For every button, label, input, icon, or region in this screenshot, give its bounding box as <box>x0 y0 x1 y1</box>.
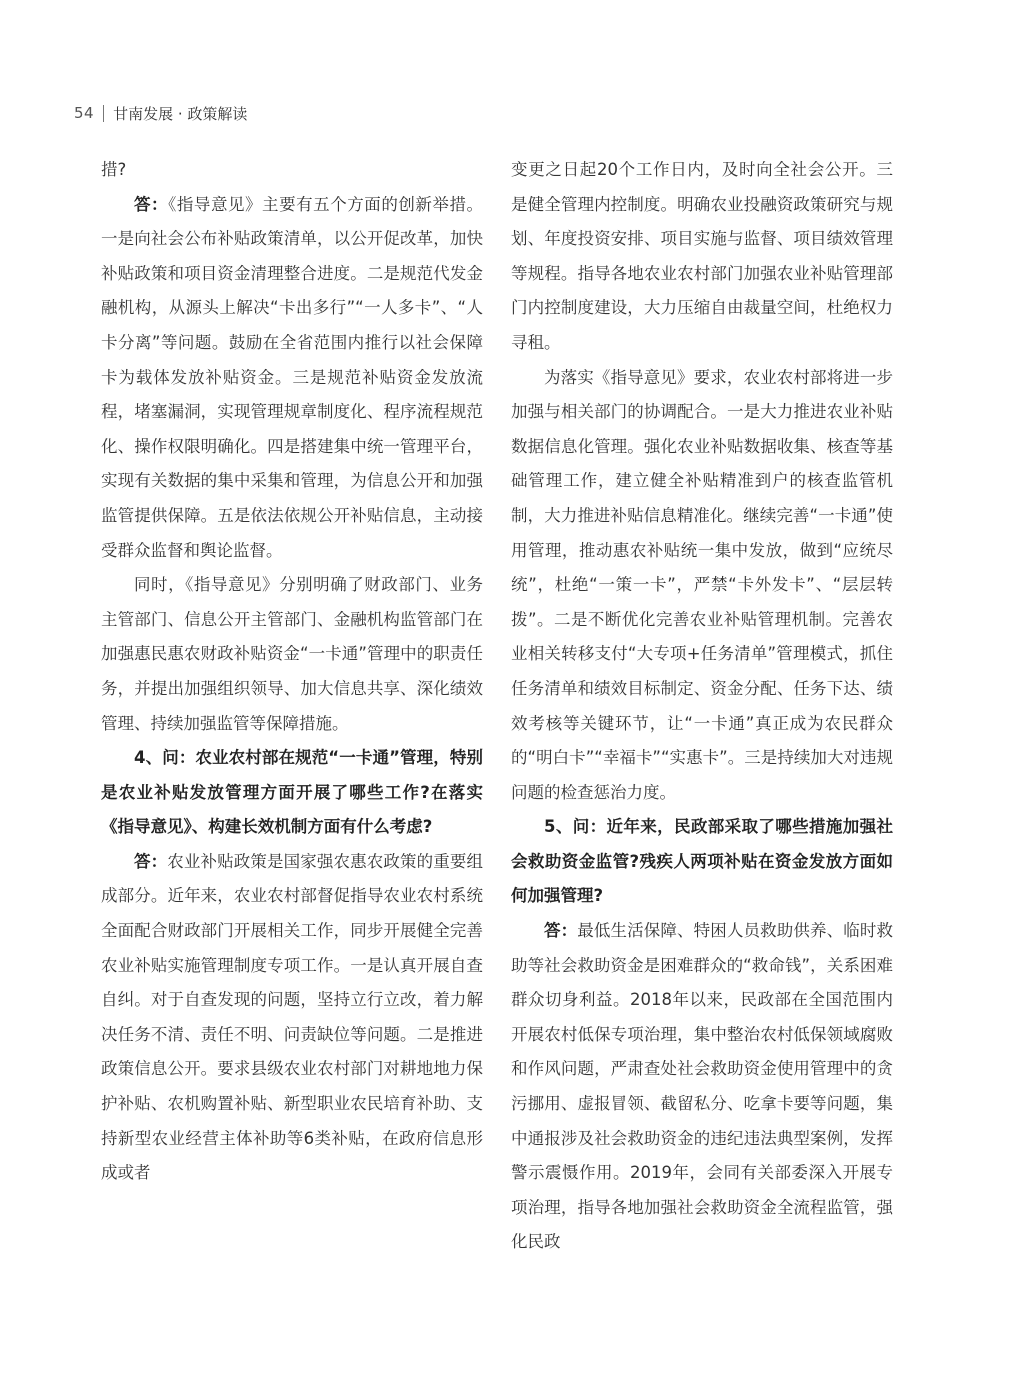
question-heading: 5、问：近年来，民政部采取了哪些措施加强社会救助资金监管?残疾人两项补贴在资金发放方面如何加强管理? <box>511 817 893 906</box>
header-divider <box>103 105 104 122</box>
body-paragraph: 变更之日起20个工作日内，及时向全社会公开。三是健全管理内控制度。明确农业投融资政策研究与规划、年度投资安排、项目实施与监督、项目绩效管理等规程。指导各地农业农村部门加强农业补贴管理部门内控制度建设，大力压缩自由裁量空间，杜绝权力寻租。 <box>511 160 893 352</box>
body-paragraph: 为落实《指导意见》要求，农业农村部将进一步加强与相关部门的协调配合。一是大力推进农业补贴数据信息化管理。强化农业补贴数据收集、核查等基础管理工作，建立健全补贴精准到户的核查监管机制，大力推进补贴信息精准化。继续完善“一卡通”使用管理，推动惠农补贴统一集中发放，做到“应统尽统”，杜绝“一策一卡”，严禁“卡外发卡”、“层层转拨”。二是不断优化完善农业补贴管理机制。完善农业相关转移支付“大专项+任务清单”管理模式，抓住任务清单和绩效目标制定、资金分配、任务下达、绩效考核等关键环节，让“一卡通”真正成为农民群众的“明白卡”“幸福卡”“实惠卡”。三是持续加大对违规问题的检查惩治力度。 <box>511 367 893 802</box>
page-number: 54 <box>74 104 95 122</box>
journal-title: 甘南发展 · 政策解读 <box>113 104 248 123</box>
body-paragraph: 同时，《指导意见》分别明确了财政部门、业务主管部门、信息公开主管部门、金融机构监管部门在加强惠民惠农财政补贴资金“一卡通”管理中的职责任务，并提出加强组织领导、加大信息共享、深化绩效管理、持续加强监管等保障措施。 <box>101 575 483 733</box>
left-text-column <box>101 153 483 1191</box>
body-paragraph: 措? <box>101 160 127 179</box>
page-header <box>74 101 247 125</box>
question-heading: 4、问：农业农村部在规范“一卡通”管理，特别是农业补贴发放管理方面开展了哪些工作?在落实《指导意见》、构建长效机制方面有什么考虑? <box>101 748 483 837</box>
answer-label: 答： <box>134 851 168 871</box>
right-text-column <box>511 153 893 1260</box>
answer-paragraph <box>101 845 483 1191</box>
answer-text: 农业补贴政策是国家强农惠农政策的重要组成部分。近年来，农业农村部督促指导农业农村系统全面配合财政部门开展相关工作，同步开展健全完善农业补贴实施管理制度专项工作。一是认真开展自查自纠。对于自查发现的问题，坚持立行立改，着力解决任务不清、责任不明、问责缺位等问题。二是推进政策信息公开。要求县级农业农村部门对耕地地力保护补贴、农机购置补贴、新型职业农民培育补助、支持新型农业经营主体补助等6类补贴，在政府信息形成或者 <box>101 851 483 1183</box>
answer-paragraph <box>101 188 483 569</box>
answer-paragraph <box>511 914 893 1260</box>
answer-label: 答： <box>134 194 169 214</box>
answer-text: 最低生活保障、特困人员救助供养、临时救助等社会救助资金是困难群众的“救命钱”，关系困难群众切身利益。2018年以来，民政部在全国范围内开展农村低保专项治理，集中整治农村低保领域腐败和作风问题，严肃查处社会救助资金使用管理中的贪污挪用、虚报冒领、截留私分、吃拿卡要等问题，集中通报涉及社会救助资金的违纪违法典型案例，发挥警示震慑作用。2019年，会同有关部委深入开展专项治理，指导各地加强社会救助资金全流程监管，强化民政 <box>511 921 893 1252</box>
answer-label: 答： <box>544 921 578 941</box>
answer-text: 《指导意见》主要有五个方面的创新举措。一是向社会公布补贴政策清单，以公开促改革，加快补贴政策和项目资金清理整合进度。二是规范代发金融机构，从源头上解决“卡出多行”“一人多卡”、“人卡分离”等问题。鼓励在全省范围内推行以社会保障卡为载体发放补贴资金。三是规范补贴资金发放流程，堵塞漏洞，实现管理规章制度化、程序流程规范化、操作权限明确化。四是搭建集中统一管理平台，实现有关数据的集中采集和管理，为信息公开和加强监管提供保障。五是依法依规公开补贴信息，主动接受群众监督和舆论监督。 <box>101 194 484 560</box>
